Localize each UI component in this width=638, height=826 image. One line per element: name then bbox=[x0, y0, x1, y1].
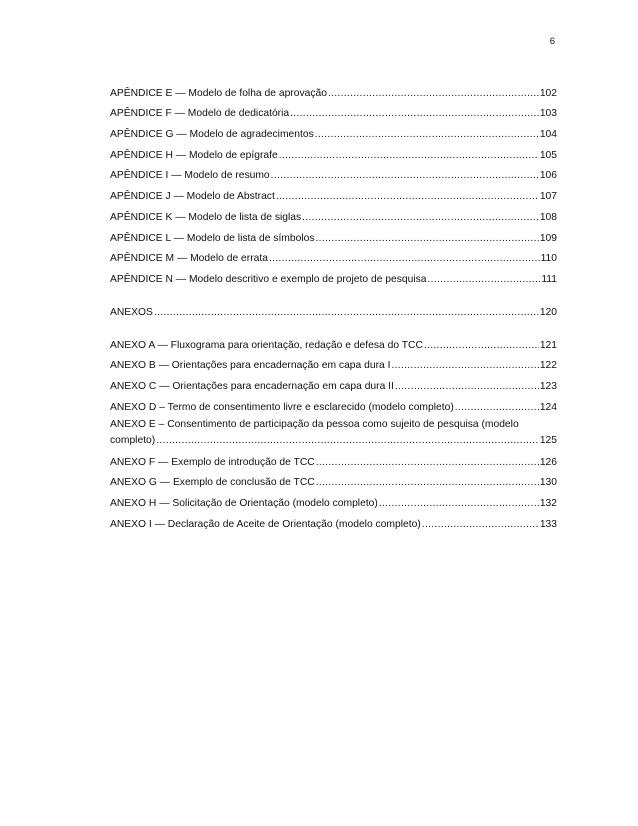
toc-entry-apendice-n[interactable] bbox=[110, 265, 557, 286]
toc-entry-anexo-c[interactable] bbox=[110, 372, 557, 393]
toc-entry-page: 120 bbox=[539, 307, 557, 319]
toc-entry-apendice-f[interactable] bbox=[110, 100, 557, 121]
toc-entry-page: 123 bbox=[539, 381, 557, 393]
toc-entry-title: ANEXO A — Fluxograma para orientação, redação e defesa do TCC bbox=[110, 339, 423, 351]
toc-entry-page: 108 bbox=[539, 211, 557, 223]
toc-entry-title: APÊNDICE E — Modelo de folha de aprovação bbox=[110, 87, 327, 99]
toc-entry-apendice-l[interactable] bbox=[110, 224, 557, 245]
toc-entry-title: ANEXO H — Solicitação de Orientação (modelo completo) bbox=[110, 497, 378, 509]
dot-leader bbox=[455, 402, 539, 414]
toc-entry-title: ANEXO D – Termo de consentimento livre e esclarecido (modelo completo) bbox=[110, 401, 454, 413]
toc-entry-page: 102 bbox=[539, 87, 557, 99]
toc-entry-anexo-h[interactable] bbox=[110, 489, 557, 510]
dot-leader bbox=[315, 129, 539, 141]
toc-entry-line2 bbox=[110, 432, 557, 448]
toc-entry-page: 122 bbox=[539, 360, 557, 372]
toc-entry-apendice-j[interactable] bbox=[110, 182, 557, 203]
toc-entry-title-continued: completo) bbox=[110, 434, 156, 446]
spacer bbox=[110, 319, 557, 331]
toc-entry-page: 124 bbox=[539, 401, 557, 413]
toc-entry-page: 126 bbox=[539, 456, 557, 468]
toc-entry-apendice-k[interactable] bbox=[110, 203, 557, 224]
dot-leader bbox=[379, 498, 539, 510]
toc-entry-page: 121 bbox=[539, 339, 557, 351]
toc-entry-page: 107 bbox=[539, 191, 557, 203]
toc-entry-apendice-h[interactable] bbox=[110, 141, 557, 162]
toc-entry-page: 111 bbox=[541, 273, 557, 285]
toc-entry-anexo-g[interactable] bbox=[110, 469, 557, 490]
toc-entry-anexo-d[interactable] bbox=[110, 393, 557, 414]
toc-entry-title: ANEXO G — Exemplo de conclusão de TCC bbox=[110, 477, 315, 489]
toc-entry-title: APÊNDICE I — Modelo de resumo bbox=[110, 170, 270, 182]
dot-leader bbox=[271, 170, 539, 182]
dot-leader bbox=[391, 360, 538, 372]
dot-leader bbox=[276, 191, 539, 203]
toc-entry-title: ANEXO E – Consentimento de participação da pessoa como sujeito de pesquisa (modelo bbox=[110, 418, 519, 430]
dot-leader bbox=[316, 457, 539, 469]
toc-entry-apendice-i[interactable] bbox=[110, 162, 557, 183]
toc-entry-page: 105 bbox=[539, 149, 557, 161]
spacer bbox=[110, 286, 557, 299]
toc-entry-page: 109 bbox=[539, 232, 557, 244]
toc-entry-apendice-g[interactable] bbox=[110, 120, 557, 141]
toc-entry-apendice-e[interactable] bbox=[110, 79, 557, 100]
toc-entry-title: ANEXO C — Orientações para encadernação em capa dura II bbox=[110, 381, 394, 393]
toc-entry-title: APÊNDICE G — Modelo de agradecimentos bbox=[110, 129, 314, 141]
toc-entry-page: 133 bbox=[539, 518, 557, 530]
toc-entry-page: 103 bbox=[539, 108, 557, 120]
toc-entry-anexo-f[interactable] bbox=[110, 448, 557, 469]
dot-leader bbox=[395, 381, 539, 393]
dot-leader bbox=[290, 108, 539, 120]
dot-leader bbox=[279, 150, 539, 162]
toc-entry-page: 104 bbox=[539, 129, 557, 141]
toc-entry-anexo-a[interactable] bbox=[110, 331, 557, 352]
dot-leader bbox=[269, 253, 540, 265]
toc-entry-apendice-m[interactable] bbox=[110, 245, 557, 266]
toc-entry-title: ANEXO F — Exemplo de introdução de TCC bbox=[110, 456, 315, 468]
toc-entry-anexo-b[interactable] bbox=[110, 352, 557, 373]
dot-leader bbox=[316, 233, 539, 245]
dot-leader bbox=[316, 477, 539, 489]
dot-leader bbox=[302, 212, 539, 224]
toc-entry-title: APÊNDICE M — Modelo de errata bbox=[110, 253, 268, 265]
toc-entry-page: 110 bbox=[540, 253, 557, 265]
dot-leader bbox=[428, 274, 541, 286]
toc-entry-title: APÊNDICE L — Modelo de lista de símbolos bbox=[110, 232, 315, 244]
toc-entry-title: APÊNDICE F — Modelo de dedicatória bbox=[110, 108, 290, 120]
toc-entry-title: APÊNDICE N — Modelo descritivo e exemplo de projeto de pesquisa bbox=[110, 273, 427, 285]
toc-entry-page: 125 bbox=[539, 434, 557, 446]
toc-entry-anexo-e[interactable] bbox=[110, 418, 557, 448]
toc-entry-title: ANEXO B — Orientações para encadernação em capa dura I bbox=[110, 360, 391, 372]
toc-entry-page: 132 bbox=[539, 497, 557, 509]
dot-leader bbox=[154, 307, 539, 319]
dot-leader bbox=[422, 519, 539, 531]
toc-entry-page: 106 bbox=[539, 170, 557, 182]
toc-entry-title: APÊNDICE J — Modelo de Abstract bbox=[110, 191, 275, 203]
toc-entry-anexos[interactable] bbox=[110, 298, 557, 319]
dot-leader bbox=[156, 434, 539, 448]
toc-entry-title: ANEXOS bbox=[110, 307, 153, 319]
dot-leader bbox=[328, 88, 539, 100]
toc-entry-title: APÊNDICE H — Modelo de epígrafe bbox=[110, 149, 278, 161]
dot-leader bbox=[424, 340, 539, 352]
toc-entry-page: 130 bbox=[539, 477, 557, 489]
table-of-contents bbox=[110, 79, 557, 531]
toc-entry-anexo-i[interactable] bbox=[110, 510, 557, 531]
page-number: 6 bbox=[549, 36, 555, 47]
toc-entry-title: ANEXO I — Declaração de Aceite de Orientação (modelo completo) bbox=[110, 518, 421, 530]
toc-entry-title: APÊNDICE K — Modelo de lista de siglas bbox=[110, 211, 302, 223]
